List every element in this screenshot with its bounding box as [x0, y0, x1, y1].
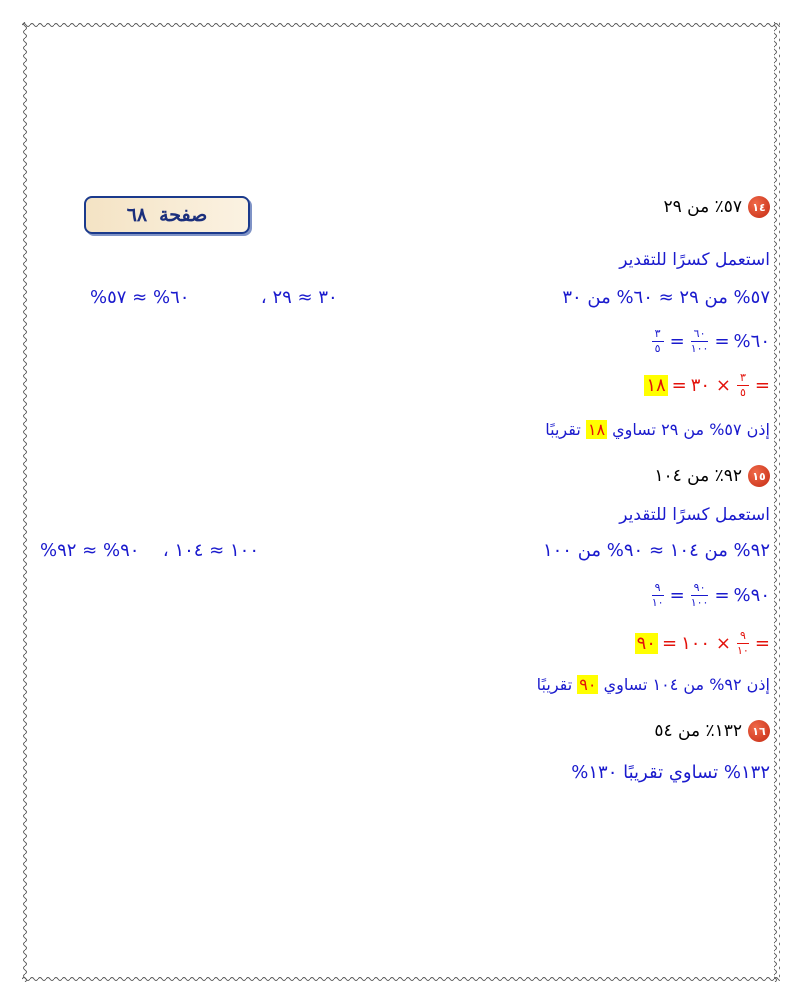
problem-14-method: استعمل كسرًا للتقدير: [619, 250, 770, 270]
problem-15-title: ٩٢٪ من ١٠٤: [654, 466, 742, 486]
problem-14-title: ٥٧٪ من ٢٩: [663, 197, 742, 217]
problem-15-calc-line: = $\frac{٩}{١٠}$ × ١٠٠ = ٩٠: [636, 629, 770, 657]
problem-14-conclusion: إذن ٥٧% من ٢٩ تساوي ١٨ تقريبًا: [545, 420, 770, 439]
problem-14-multiplier: × ٣٠: [690, 375, 731, 396]
problem-14-side-note: [90, 287, 338, 308]
page-border: [22, 22, 780, 982]
problem-14-conclusion-result: ١٨: [587, 420, 606, 439]
problem-14-result: ١٨: [646, 375, 666, 396]
problem-14-calc-line: = $\frac{٣}{٥}$ × ٣٠ = ١٨: [646, 371, 770, 399]
page-number-badge: [84, 196, 250, 234]
problem-15-fraction-line: ٩٠% = $\frac{٩٠}{١٠٠}$ = $\frac{٩}{١٠}$: [651, 581, 770, 609]
problem-14-fraction-line: ٦٠% = $\frac{٦٠}{١٠٠}$ = $\frac{٣}{٥}$: [650, 328, 770, 355]
problem-15-fraction-3: $\frac{٩}{١٠}$: [737, 629, 749, 657]
problem-15-result: ٩٠: [636, 633, 656, 654]
problem-14-side-note-a: ٣٠ ≈ ٢٩ ،: [260, 287, 338, 308]
problem-15-side-note-a: ١٠٠ ≈ ١٠٤ ،: [162, 540, 259, 561]
problem-14-approx: ٥٧% من ٢٩ ≈ ٦٠% من ٣٠: [562, 287, 770, 308]
problem-14-heading: [663, 196, 770, 218]
problem-15-side-note-b: ٩٠% ≈ ٩٢%: [40, 540, 140, 561]
page-label: صفحة: [159, 204, 208, 226]
problem-15-heading: [654, 465, 770, 487]
problem-16-title: ١٣٢٪ من ٥٤: [654, 721, 742, 741]
problem-16-heading: [654, 720, 770, 742]
problem-15-side-note: [40, 540, 259, 561]
problem-14-fraction-3: $\frac{٣}{٥}$: [737, 372, 749, 399]
problem-15-approx: ٩٢% من ١٠٤ ≈ ٩٠% من ١٠٠: [542, 540, 770, 561]
problem-15-fraction-2: $\frac{٩}{١٠}$: [651, 581, 664, 609]
problem-14-fraction-1: $\frac{٦٠}{١٠٠}$: [690, 327, 709, 355]
problem-15-method: استعمل كسرًا للتقدير: [619, 505, 770, 525]
problem-15-fraction-1: $\frac{٩٠}{١٠٠}$: [690, 581, 709, 609]
problem-15-percent: ٩٠%: [733, 585, 770, 606]
problem-15-multiplier: × ١٠٠: [681, 633, 731, 654]
page-number: ٦٨: [126, 204, 148, 226]
problem-16-approx: ١٣٢% تساوي تقريبًا ١٣٠%: [571, 762, 770, 783]
problem-14-fraction-2: $\frac{٣}{٥}$: [652, 328, 664, 355]
problem-15-number-icon: ١٥: [748, 465, 770, 487]
problem-14-percent: ٦٠%: [733, 331, 770, 352]
problem-14-number-icon: ١٤: [748, 196, 770, 218]
problem-15-conclusion: إذن ٩٢% من ١٠٤ تساوي ٩٠ تقريبًا: [536, 675, 770, 694]
problem-16-number-icon: ١٦: [748, 720, 770, 742]
problem-15-conclusion-result: ٩٠: [579, 675, 597, 694]
problem-14-side-note-b: ٦٠% ≈ ٥٧%: [90, 287, 190, 308]
